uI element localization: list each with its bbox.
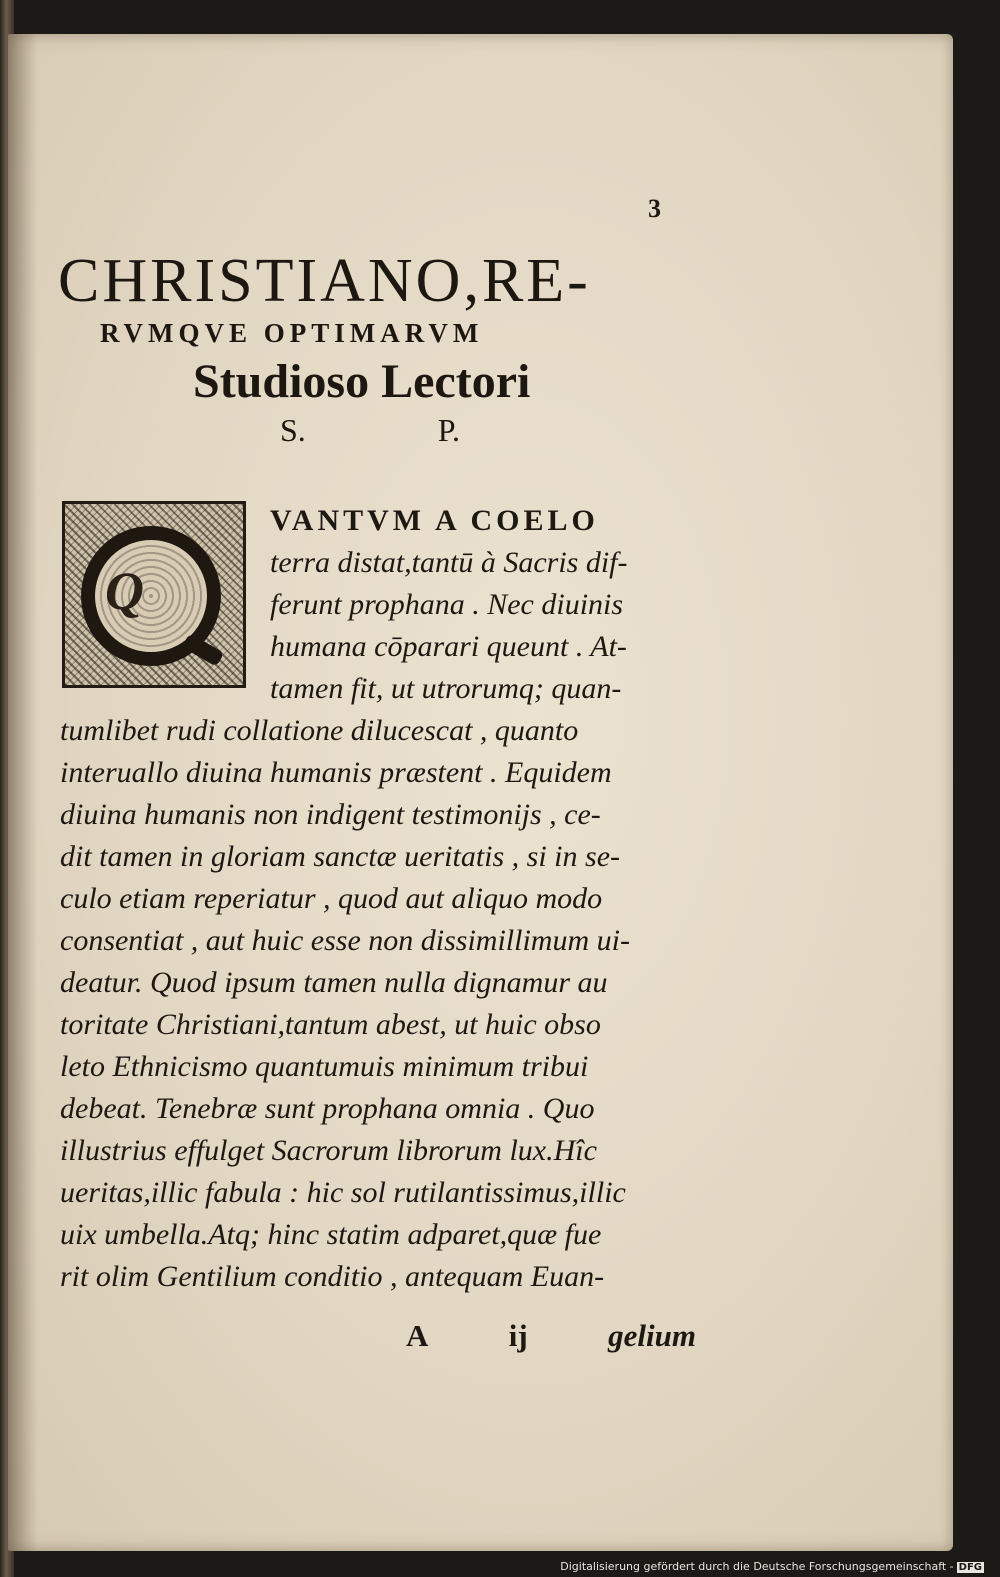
- text-line: humana cōparari queunt . At-: [270, 630, 627, 663]
- dfg-logo: DFG: [958, 1562, 982, 1573]
- text-first-line: VANTVM A COELO: [270, 504, 599, 537]
- text-line: consentiat , aut huic esse non dissimillimum ui-: [60, 924, 630, 957]
- text-line: terra distat,tantū à Sacris dif-: [270, 546, 628, 579]
- book-page: [8, 34, 953, 1551]
- text-line: dit tamen in gloriam sanctæ ueritatis , si in se-: [60, 840, 620, 873]
- text-line: tumlibet rudi collatione dilucescat , quanto: [60, 714, 579, 747]
- text-line: rit olim Gentilium conditio , antequam Euan-: [60, 1260, 605, 1293]
- text-line: culo etiam reperiatur , quod aut aliquo modo: [60, 882, 603, 915]
- text-line: illustrius effulget Sacrorum librorum lux.Hîc: [60, 1134, 597, 1167]
- leaf-number: 3: [648, 194, 661, 223]
- digitization-credit: [560, 1560, 984, 1573]
- text-line: toritate Christiani,tantum abest, ut huic obso: [60, 1008, 601, 1041]
- text-line: uix umbella.Atq; hinc statim adparet,quæ fue: [60, 1218, 602, 1251]
- text-line: ueritas,illic fabula : hic sol rutilantissimus,illic: [60, 1176, 626, 1209]
- text-line: tamen fit, ut utrorumq; quan-: [270, 672, 622, 705]
- signature-mark-ij: ij: [508, 1318, 528, 1353]
- text-line: deatur. Quod ipsum tamen nulla dignamur au: [60, 966, 608, 999]
- text-line: debeat. Tenebræ sunt prophana omnia . Quo: [60, 1092, 595, 1125]
- text-line: leto Ethnicismo quantumuis minimum tribui: [60, 1050, 589, 1083]
- title-line-3: Studioso Lectori: [193, 355, 531, 408]
- decorated-initial: [62, 501, 246, 688]
- title-line-1: CHRISTIANO,RE-: [58, 247, 591, 315]
- title-line-2: RVMQVE OPTIMARVM: [100, 318, 484, 348]
- title-salutation: [280, 412, 460, 449]
- signature-line: [406, 1318, 696, 1354]
- text-line: ferunt prophana . Nec diuinis: [270, 588, 624, 621]
- text-line: interuallo diuina humanis præstent . Equidem: [60, 756, 612, 789]
- catchword: gelium: [608, 1318, 696, 1353]
- credit-text: Digitalisierung gefördert durch die Deutsche Forschungsgemeinschaft -: [560, 1560, 954, 1573]
- salutation-p: P.: [437, 412, 460, 448]
- signature-mark-a: A: [406, 1318, 429, 1353]
- text-line: diuina humanis non indigent testimonijs , ce-: [60, 798, 601, 831]
- initial-letter: Q: [105, 561, 144, 621]
- salutation-s: S.: [280, 412, 306, 448]
